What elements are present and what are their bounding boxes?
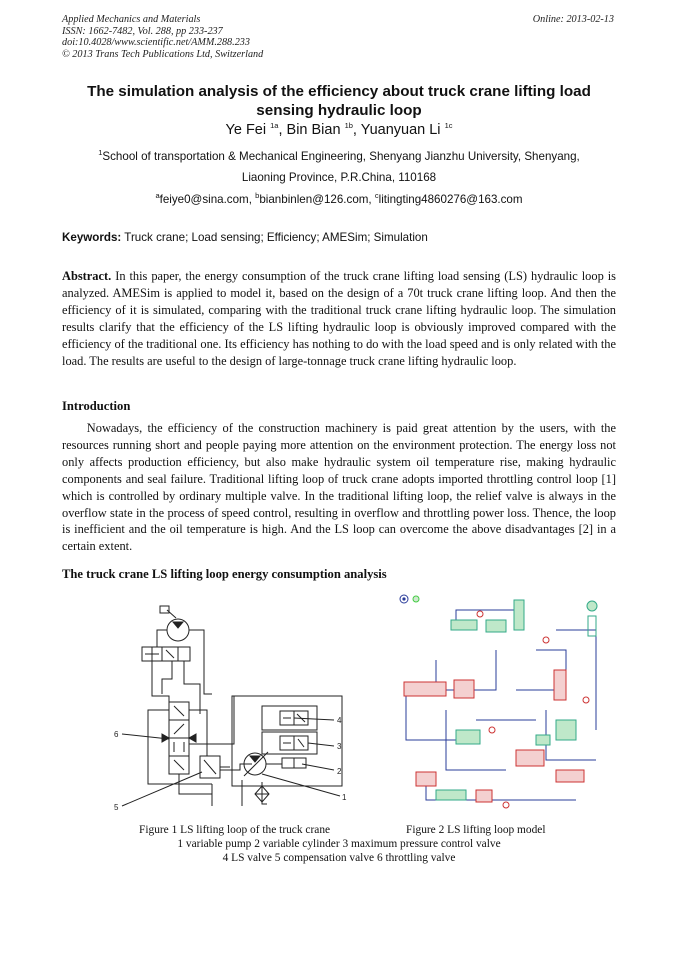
title-line-2: sensing hydraulic loop — [256, 102, 422, 119]
author-2: , Bin Bian — [278, 122, 345, 138]
figure-2-caption: Figure 2 LS lifting loop model — [406, 824, 546, 836]
author-1-sup: 1a — [270, 121, 279, 131]
email-line — [62, 193, 616, 207]
author-list — [62, 122, 616, 138]
figure-1-label-6: 6 — [114, 730, 119, 739]
section-2-heading: The truck crane LS lifting loop energy consumption analysis — [62, 567, 387, 581]
figure-1-label-2: 2 — [337, 767, 342, 776]
doi-line: doi:10.4028/www.scientific.net/AMM.288.233 — [62, 37, 250, 48]
affiliation-line-2: Liaoning Province, P.R.China, 110168 — [241, 171, 437, 184]
online-date: Online: 2013-02-13 — [532, 14, 614, 25]
email-2: bianbinlen@126.com, — [259, 193, 375, 206]
author-3: , Yuanyuan Li — [352, 122, 445, 138]
keywords-text: Truck crane; Load sensing; Efficiency; AMESim; Simulation — [121, 231, 428, 244]
affiliation-sup: 1 — [98, 148, 103, 158]
author-1: Ye Fei — [225, 122, 271, 138]
figure-1-label-5: 5 — [114, 803, 119, 812]
author-3-sup: 1c — [444, 121, 453, 131]
email-1: feiye0@sina.com, — [159, 193, 256, 206]
figure-1-label-3: 3 — [337, 742, 342, 751]
affiliation-line-1 — [62, 150, 616, 164]
intro-heading: Introduction — [62, 399, 131, 413]
paper-title — [62, 82, 616, 120]
figure-1-label-4: 4 — [337, 716, 342, 725]
keywords-label: Keywords: — [62, 231, 122, 244]
figure-1-caption: Figure 1 LS lifting loop of the truck crane — [139, 824, 331, 836]
email-sup-c: c — [374, 191, 379, 201]
author-2-sup: 1b — [344, 121, 353, 131]
issn-line: ISSN: 1662-7482, Vol. 288, pp 233-237 — [62, 25, 223, 37]
journal-header — [62, 14, 263, 60]
journal-name: Applied Mechanics and Materials — [62, 14, 201, 25]
email-sup-a: a — [155, 191, 160, 201]
keywords — [62, 231, 428, 244]
figure-legend-line-1: 1 variable pump 2 variable cylinder 3 maximum pressure control valve — [177, 838, 501, 850]
email-sup-b: b — [255, 191, 260, 201]
intro-paragraph: Nowadays, the efficiency of the construction machinery is paid great attention by the users, with the resources running short and people paying more attention on the environment protection. The energy loss not only affects production efficiency, but also make hydraulic system oil temperature rise, making hydraulic components and seal failure. Traditional lifting loop of truck crane adopts imported throttling control loop [1] which is controlled by ordinary multiple valve. In the traditional lifting loop, the relief valve is always in the overflow state in the process of speed control, resulting in overflow and throttling power loss. Thence, the loop is inefficient and the oil temperature is high. And the LS loop can overcome the above disadvantages [2] in a certain extent. — [62, 421, 616, 554]
figure-legend-line-2: 4 LS valve 5 compensation valve 6 throttling valve — [222, 852, 456, 864]
abstract-label: Abstract. — [62, 269, 112, 283]
figure-1-schematic — [112, 584, 358, 816]
abstract-text: In this paper, the energy consumption of the truck crane lifting load sensing (LS) hydraulic loop is analyzed. AMESim is applied to model it, based on the design of a 70t truck crane lifting loop. And then the efficiency of it is simulated, comparing with the traditional truck crane lifting hydraulic loop. The simulation results clarify that the efficiency of the LS lifting hydraulic loop is obviously improved compared with the efficiency of the traditional one. Its efficiency has nothing to do with the load speed and is only related with the load. The results are useful to the design of large-tonnage truck crane lifting hydraulic loop. — [62, 269, 616, 368]
figure-2-amesim-model — [396, 590, 618, 814]
abstract — [62, 268, 616, 369]
email-3: litingting4860276@163.com — [378, 193, 523, 206]
affiliation-text-1: School of transportation & Mechanical Engineering, Shenyang Jianzhu University, Shenyang, — [102, 150, 580, 163]
copyright-line: © 2013 Trans Tech Publications Ltd, Switzerland — [62, 48, 264, 60]
title-line-1: The simulation analysis of the efficiency about truck crane lifting load — [87, 83, 591, 100]
figure-1-label-1: 1 — [342, 793, 347, 802]
